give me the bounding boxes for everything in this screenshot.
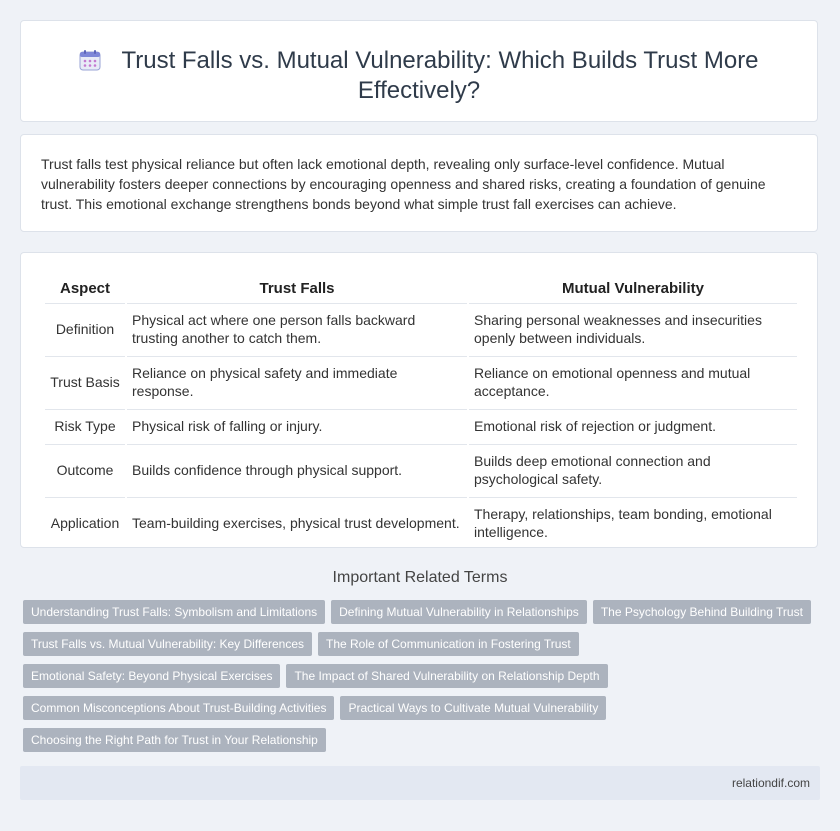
related-term-tag[interactable]: Practical Ways to Cultivate Mutual Vulnerability bbox=[340, 696, 606, 720]
header-aspect: Aspect bbox=[59, 280, 111, 297]
page-title: Trust Falls vs. Mutual Vulnerability: Which Builds Trust More Effectively? bbox=[121, 47, 759, 104]
related-term-tag[interactable]: Choosing the Right Path for Trust in Your Relationship bbox=[23, 728, 326, 752]
related-term-tag[interactable]: The Role of Communication in Fostering Trust bbox=[318, 632, 579, 656]
intro-text: Trust falls test physical reliance but often lack emotional depth, revealing only surface-level confidence. Mutual vulnerability fosters deeper connections by encouraging openness and shared risks, creating a foundation of genuine trust. This emotional exchange strengthens bonds beyond what simple trust fall exercises can achieve. bbox=[41, 156, 766, 212]
row-trust-falls: Team-building exercises, physical trust development. bbox=[127, 497, 467, 548]
row-mutual-vulnerability: Therapy, relationships, team bonding, emotional intelligence. bbox=[469, 497, 797, 548]
row-aspect: Outcome bbox=[45, 444, 125, 495]
comparison-table bbox=[43, 274, 799, 550]
intro-card bbox=[20, 134, 818, 232]
footer-site-link[interactable]: relationdif.com bbox=[731, 776, 810, 790]
related-term-tag[interactable]: The Impact of Shared Vulnerability on Relationship Depth bbox=[286, 664, 607, 688]
row-trust-falls: Builds confidence through physical support. bbox=[127, 444, 467, 495]
row-trust-falls: Reliance on physical safety and immediate response. bbox=[127, 356, 467, 407]
related-term-tag[interactable]: Defining Mutual Vulnerability in Relationships bbox=[331, 600, 587, 624]
related-terms-title: Important Related Terms bbox=[332, 569, 508, 586]
row-mutual-vulnerability: Builds deep emotional connection and psychological safety. bbox=[469, 444, 797, 495]
row-aspect: Risk Type bbox=[45, 409, 125, 442]
table-header-row bbox=[45, 276, 797, 301]
row-mutual-vulnerability: Sharing personal weaknesses and insecurities openly between individuals. bbox=[469, 303, 797, 354]
related-term-tag[interactable]: Understanding Trust Falls: Symbolism and Limitations bbox=[23, 600, 325, 624]
related-term-tag[interactable]: Emotional Safety: Beyond Physical Exercises bbox=[23, 664, 280, 688]
footer bbox=[20, 766, 820, 800]
header-trust-falls: Trust Falls bbox=[259, 280, 335, 297]
table-row bbox=[45, 409, 797, 442]
related-term-tag[interactable]: Common Misconceptions About Trust-Building Activities bbox=[23, 696, 334, 720]
header-mutual-vulnerability: Mutual Vulnerability bbox=[562, 280, 704, 297]
table-row bbox=[45, 444, 797, 495]
table-row bbox=[45, 356, 797, 407]
row-aspect: Trust Basis bbox=[45, 356, 125, 407]
related-term-tag[interactable]: Trust Falls vs. Mutual Vulnerability: Key Differences bbox=[23, 632, 312, 656]
header-card bbox=[20, 20, 818, 122]
page-title-wrap bbox=[21, 46, 817, 106]
row-trust-falls: Physical risk of falling or injury. bbox=[127, 409, 467, 442]
calendar-icon bbox=[79, 49, 101, 71]
row-aspect: Definition bbox=[45, 303, 125, 354]
row-trust-falls: Physical act where one person falls backward trusting another to catch them. bbox=[127, 303, 467, 354]
row-mutual-vulnerability: Reliance on emotional openness and mutual acceptance. bbox=[469, 356, 797, 407]
related-term-tag[interactable]: The Psychology Behind Building Trust bbox=[593, 600, 811, 624]
related-terms-list bbox=[23, 600, 823, 760]
table-row bbox=[45, 497, 797, 548]
row-aspect: Application bbox=[45, 497, 125, 548]
row-mutual-vulnerability: Emotional risk of rejection or judgment. bbox=[469, 409, 797, 442]
table-row bbox=[45, 303, 797, 354]
comparison-card bbox=[20, 252, 818, 548]
